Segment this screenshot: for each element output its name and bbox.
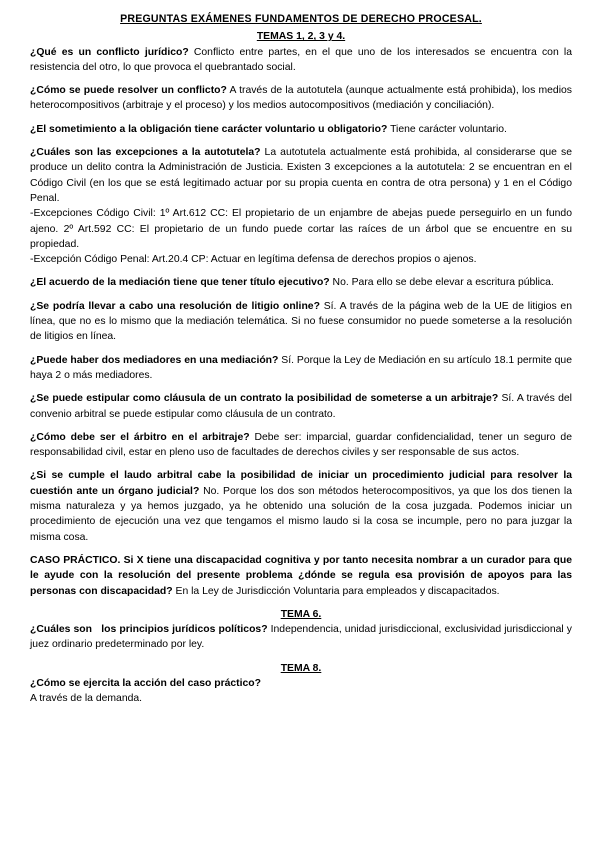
question: ¿El sometimiento a la obligación tiene carácter voluntario u obligatorio? — [30, 123, 388, 135]
qa-item — [30, 122, 572, 137]
answer: No. Porque los dos son métodos heterocompositivos, ya que los dos tienen la misma naturaleza y ya hemos juzgado, ya he obtenido una solución de la cosa juzgada. Podemos iniciar un procedimiento de ejecución una vez que tengamos el mismo laudo si la cosa se incumple, pero no para juzgar la misma cosa. — [30, 485, 572, 543]
question: ¿Cómo debe ser el árbitro en el arbitraje? — [30, 431, 250, 443]
question: ¿Cómo se ejercita la acción del caso práctico? — [30, 677, 261, 689]
answer: Sí. Porque la Ley de Mediación en su artículo 18.1 permite que haya 2 o más mediadores. — [30, 354, 572, 381]
penal-code-exception: -Excepción Código Penal: Art.20.4 CP: Actuar en legítima defensa de derechos propios o ajenos. — [30, 254, 477, 266]
question: ¿El acuerdo de la mediación tiene que tener título ejecutivo? — [30, 277, 330, 289]
case-study-item — [30, 553, 572, 599]
answer: Sí. A través de la página web de la UE de litigios en línea, que no es lo mismo que la mediación telemática. Si no fuese consumidor no puede someterse a la resolución de litigios en línea. — [30, 300, 572, 343]
qa-item — [30, 83, 572, 114]
qa-item — [30, 430, 572, 461]
answer: A través de la autotutela (aunque actualmente está prohibida), los medios heterocompositivos (arbitraje y el proceso) y los medios autocompositivos (mediación y conciliación). — [30, 85, 572, 112]
section-heading-temas-1-4: TEMAS 1, 2, 3 y 4. — [256, 31, 346, 43]
document-page — [30, 12, 572, 707]
qa-item — [30, 353, 572, 384]
section-heading-tema-6: TEMA 6. — [280, 608, 322, 620]
answer: Conflicto entre partes, en el que uno de los interesados se encuentra con la resistencia del otro, lo que provoca el quebrantado social. — [30, 46, 572, 73]
qa-item — [30, 468, 572, 544]
answer: La autotutela actualmente está prohibida, al considerarse que se produce un delito contra la Administración de Justicia. Existen 3 excepciones a la autotutela: 2 se encuentran en el Código Civil (en los que se está legitimado actuar por su propia cuenta en contra de otra persona) y 1 en el Código Penal. — [30, 147, 572, 204]
answer: Tiene carácter voluntario. — [387, 123, 507, 135]
answer: Debe ser: imparcial, guardar confidencialidad, tener un seguro de responsabilidad civil, estar en pleno uso de facultades de derechos civiles y ser responsable de sus actos. — [30, 431, 572, 459]
question: ¿Se podría llevar a cabo una resolución de litigio online? — [30, 300, 320, 312]
answer: A través de la demanda. — [30, 693, 143, 705]
question: ¿Cómo se puede resolver un conflicto? — [30, 85, 227, 97]
question: ¿Puede haber dos mediadores en una mediación? — [30, 354, 279, 366]
answer: Sí. A través del convenio arbitral se puede estipular como cláusula de un contrato. — [30, 393, 572, 420]
answer: En la Ley de Jurisdicción Voluntaria para empleados y discapacitados. — [172, 585, 500, 597]
document-title: PREGUNTAS EXÁMENES FUNDAMENTOS DE DERECHO PROCESAL. — [120, 13, 482, 25]
question: ¿Si se cumple el laudo arbitral cabe la posibilidad de iniciar un procedimiento judicial para resolver la cuestión ante un órgano judicial? — [30, 470, 572, 497]
civil-code-exceptions: -Excepciones Código Civil: 1º Art.612 CC: El propietario de un enjambre de abejas puede perseguirlo en un fundo ajeno. 2º Art.592 CC: El propietario de un fundo puede cortar las raíces de un árbol que se encuentre en su propiedad. — [30, 208, 572, 250]
answer: Independencia, unidad jurisdiccional, exclusividad jurisdiccional y juez ordinario predeterminado por ley. — [30, 624, 572, 651]
question: ¿Cuáles son los principios jurídicos políticos? — [30, 624, 268, 636]
qa-item — [30, 45, 572, 76]
qa-item — [30, 275, 572, 290]
qa-item — [30, 145, 572, 206]
case-study-question: CASO PRÁCTICO. Si X tiene una discapacidad cognitiva y por tanto necesita nombrar a un curador para que le ayude con la resolución del presente problema ¿dónde se regula esa provisión de apoyos para las personas con discapacidad? — [30, 554, 572, 597]
qa-item — [30, 299, 572, 345]
question: ¿Se puede estipular como cláusula de un contrato la posibilidad de someterse a un arbitraje? — [30, 393, 499, 405]
question: ¿Qué es un conflicto jurídico? — [30, 46, 189, 58]
section-heading-tema-8: TEMA 8. — [280, 662, 322, 674]
qa-item — [30, 622, 572, 653]
answer: No. Para ello se debe elevar a escritura pública. — [329, 277, 554, 289]
question: ¿Cuáles son las excepciones a la autotutela? — [30, 147, 261, 159]
qa-item — [30, 391, 572, 422]
